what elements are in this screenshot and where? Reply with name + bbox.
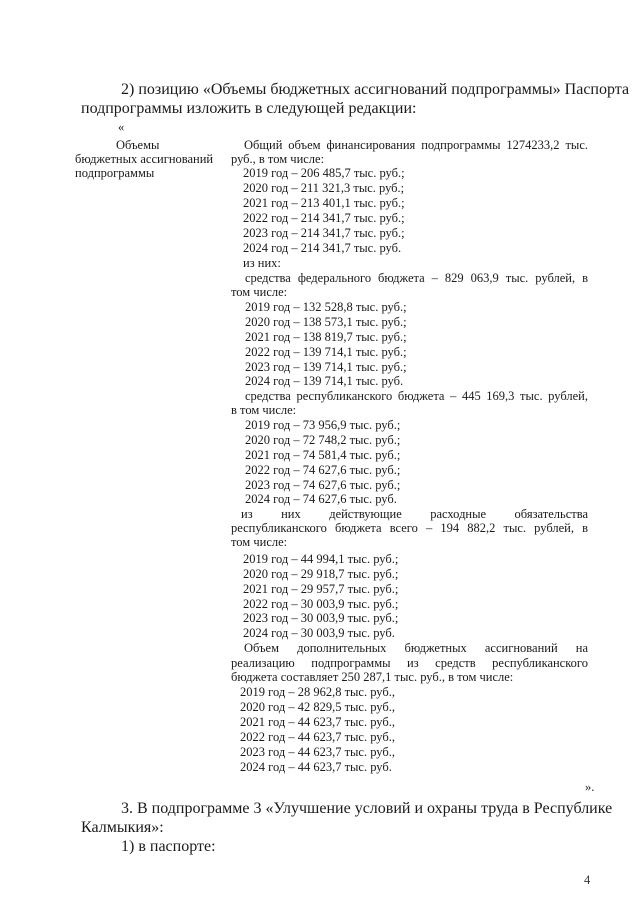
total-line-1: Общий объем финансирования подпрограммы 1274233,2 тыс. — [244, 138, 588, 152]
section3-line-2: Калмыкия»: — [81, 819, 164, 836]
section3-line-1: 3. В подпрограмме 3 «Улучшение условий и охраны труда в Республике — [121, 800, 613, 817]
federal-year-2020: 2020 год – 138 573,1 тыс. руб.; — [245, 315, 407, 329]
close-quote: ». — [585, 780, 595, 794]
republic-year-2019: 2019 год – 73 956,9 тыс. руб.; — [245, 418, 401, 432]
additional-year-2020: 2020 год – 42 829,5 тыс. руб., — [240, 700, 396, 714]
federal-year-2024: 2024 год – 139 714,1 тыс. руб. — [245, 374, 404, 388]
additional-year-2019: 2019 год – 28 962,8 тыс. руб., — [240, 685, 396, 699]
obligations-year-2019: 2019 год – 44 994,1 тыс. руб.; — [243, 552, 399, 566]
intro-line-2: подпрограммы изложить в следующей редакции: — [81, 100, 417, 117]
obligations-year-2023: 2023 год – 30 003,9 тыс. руб.; — [243, 611, 399, 625]
page-number: 4 — [584, 873, 591, 887]
intro-line-1: 2) позицию «Объемы бюджетных ассигнований подпрограммы» Паспорта — [121, 81, 630, 98]
additional-year-2021: 2021 год – 44 623,7 тыс. руб., — [240, 715, 396, 729]
obligations-year-2020: 2020 год – 29 918,7 тыс. руб.; — [243, 567, 399, 581]
additional-year-2024: 2024 год – 44 623,7 тыс. руб. — [240, 760, 392, 774]
left-col-line-2: бюджетных ассигнований — [75, 152, 214, 166]
section3-line-3: 1) в паспорте: — [121, 838, 216, 855]
republic-year-2023: 2023 год – 74 627,6 тыс. руб.; — [245, 478, 401, 492]
obligations-year-2021: 2021 год – 29 957,7 тыс. руб.; — [243, 582, 399, 596]
republic-line-1: средства республиканского бюджета – 445 169,3 тыс. рублей, — [245, 389, 588, 403]
total-line-2: руб., в том числе: — [231, 152, 325, 166]
additional-line-2: реализацию подпрограммы из средств республиканского — [231, 656, 588, 670]
additional-line-3: бюджета составляет 250 287,1 тыс. руб., в том числе: — [231, 670, 514, 684]
republic-line-2: в том числе: — [231, 403, 297, 417]
federal-year-2022: 2022 год – 139 714,1 тыс. руб.; — [245, 345, 407, 359]
republic-year-2021: 2021 год – 74 581,4 тыс. руб.; — [245, 448, 401, 462]
total-year-2019: 2019 год – 206 485,7 тыс. руб.; — [243, 166, 405, 180]
total-year-2021: 2021 год – 213 401,1 тыс. руб.; — [243, 196, 405, 210]
federal-year-2023: 2023 год – 139 714,1 тыс. руб.; — [245, 360, 407, 374]
total-year-2020: 2020 год – 211 321,3 тыс. руб.; — [243, 181, 405, 195]
republic-year-2024: 2024 год – 74 627,6 тыс. руб. — [245, 492, 397, 506]
left-col-line-1: Объемы — [116, 138, 160, 152]
obligations-line-3: том числе: — [231, 535, 288, 549]
total-year-2024: 2024 год – 214 341,7 тыс. руб. — [243, 241, 402, 255]
federal-year-2021: 2021 год – 138 819,7 тыс. руб.; — [245, 330, 407, 344]
total-of-them: из них: — [243, 256, 281, 270]
total-year-2022: 2022 год – 214 341,7 тыс. руб.; — [243, 211, 405, 225]
federal-line-1: средства федерального бюджета – 829 063,9 тыс. рублей, в — [245, 271, 588, 285]
open-quote: « — [118, 120, 125, 134]
republic-year-2022: 2022 год – 74 627,6 тыс. руб.; — [245, 463, 401, 477]
additional-year-2023: 2023 год – 44 623,7 тыс. руб., — [240, 745, 396, 759]
federal-line-2: том числе: — [231, 285, 288, 299]
federal-year-2019: 2019 год – 132 528,8 тыс. руб.; — [245, 300, 407, 314]
additional-line-1: Объем дополнительных бюджетных ассигнований на — [244, 641, 588, 655]
obligations-year-2024: 2024 год – 30 003,9 тыс. руб. — [243, 626, 395, 640]
republic-year-2020: 2020 год – 72 748,2 тыс. руб.; — [245, 433, 401, 447]
obligations-line-1: из них действующие расходные обязательства — [241, 507, 588, 521]
total-year-2023: 2023 год – 214 341,7 тыс. руб.; — [243, 226, 405, 240]
obligations-line-2: республиканского бюджета всего – 194 882,2 тыс. рублей, в — [231, 521, 588, 535]
left-col-line-3: подпрограммы — [75, 166, 155, 180]
obligations-year-2022: 2022 год – 30 003,9 тыс. руб.; — [243, 597, 399, 611]
additional-year-2022: 2022 год – 44 623,7 тыс. руб., — [240, 730, 396, 744]
